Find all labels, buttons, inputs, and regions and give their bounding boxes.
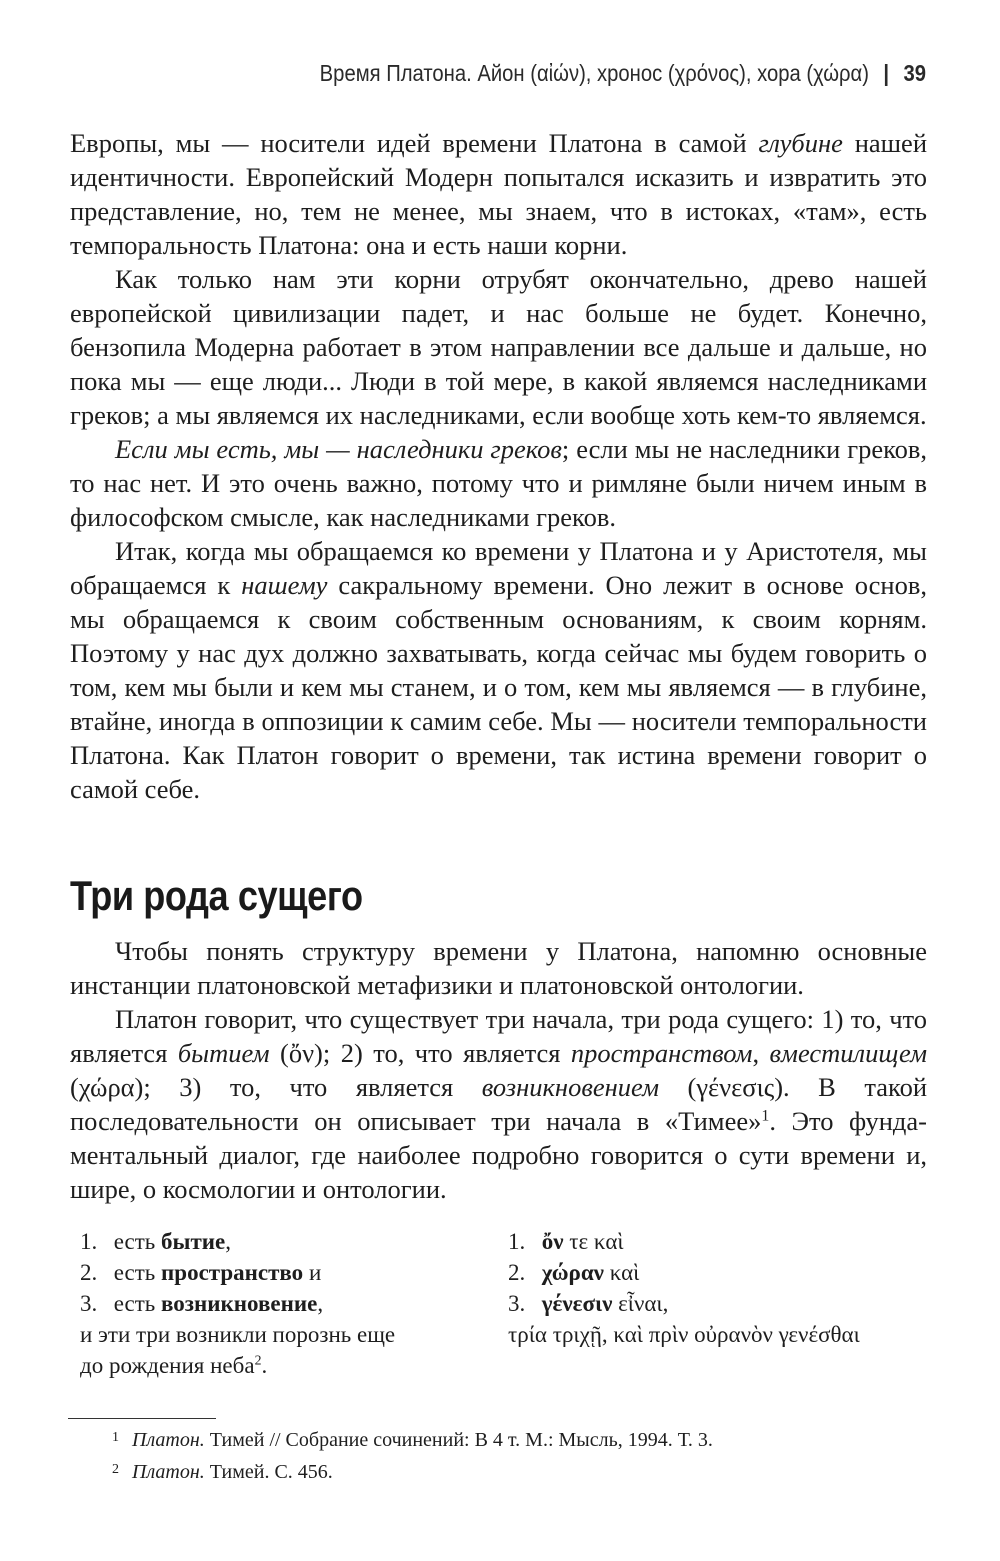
quote-tail: τρία τριχῇ, καὶ πρὶν οὐρανὸν γενέσθαι (508, 1322, 860, 1347)
list-item: 3. γένεσιν εἶναι, (508, 1291, 669, 1316)
body-text-top (70, 126, 927, 806)
paragraph (70, 432, 927, 534)
text-run: (ὄν); 2) то, что является (269, 1038, 571, 1068)
list-item: 2. χώραν καὶ (508, 1260, 640, 1285)
list-item: 1. есть бытие, (80, 1229, 231, 1254)
emphasis: Если мы есть, мы — наследники греков (115, 434, 562, 464)
text-run: сакральному времени. Оно лежит в основе основ, мы обращаемся к своим собственным основаниям, к своим корням. Поэтому у нас дух должно захватывать, когда сейчас мы будем говорить о том, кем мы были и кем мы станем, и о том, кем мы являемся — в глубине, втайне, иногда в оппозиции к самим себе. Мы — носители темпоральности Платона. Как Платон говорит о времени, так истина времени говорит о самой себе. (70, 570, 927, 804)
emphasis: пространством (570, 1038, 753, 1068)
footnote-rule (68, 1418, 216, 1419)
emphasis: глубине (758, 128, 843, 158)
paragraph (70, 934, 927, 1002)
running-title: Время Платона. Айон (αἰών), хронос (χρόνος), хора (χώρα) (319, 60, 869, 86)
greek-column (508, 1226, 928, 1350)
list-item: 1. ὄν τε καὶ (508, 1229, 624, 1254)
emphasis: бытием (177, 1038, 270, 1068)
emphasis: нашему (241, 570, 328, 600)
russian-column (80, 1226, 460, 1381)
text-run: Чтобы понять структуру времени у Платона, напомню основные инстанции платоновской метафизики и платоновской онтологии. (70, 936, 927, 1000)
quote-tail: и эти три возникли порознь еще (80, 1322, 396, 1347)
footnote-ref: 2 (254, 1352, 262, 1368)
text-run: Платон говорит, что существует три начала, три рода сущего: 1) то, что является (70, 1004, 927, 1068)
footnote: 1 Платон. Тимей // Собрание сочинений: В 4 т. М.: Мысль, 1994. Т. 3. (112, 1429, 713, 1451)
list-item: 2. есть пространство и (80, 1260, 322, 1285)
text-run: (χώρα); 3) то, что является (70, 1072, 482, 1102)
body-text-section (70, 934, 927, 1206)
text-run: ; если мы не наследники греков, то нас нет. И это очень важно, потому что и римляне были ничем иным в философском смысле, как наследниками греков. (70, 434, 927, 532)
list-item: 3. есть возникновение, (80, 1291, 324, 1316)
paragraph (70, 1002, 927, 1206)
footnotes (112, 1423, 713, 1487)
text-run: нашей идентичности. Европейский Модерн попытался исказить и извратить это представление, но, тем не менее, мы знаем, что в истоках, «там», есть темпоральность Платона: она и есть наши корни. (70, 128, 927, 260)
paragraph (70, 262, 927, 432)
footnote-ref: 1 (761, 1107, 770, 1125)
page-number: 39 (903, 60, 926, 86)
quote-tail: до рождения неба$^2$. (80, 1352, 268, 1378)
text-run: , (752, 1038, 770, 1068)
text-run: Итак, когда мы обращаемся ко времени у Платона и у Аристотеля, мы обращаемся к (70, 536, 927, 600)
section-heading: Три рода сущего (70, 872, 363, 919)
footnote: 2 Платон. Тимей. С. 456. (112, 1461, 333, 1483)
text-run: (γένεσις). В такой последовательности он описывает три начала в «Тимее» (70, 1072, 927, 1136)
header-separator: | (883, 60, 890, 86)
emphasis: вместилищем (769, 1038, 927, 1068)
emphasis: возникновением (481, 1072, 659, 1102)
paragraph (70, 126, 927, 262)
text-run: Европы, мы — носители идей времени Платона в самой (70, 128, 759, 158)
running-header (320, 60, 926, 87)
text-run: Как только нам эти корни отрубят окончательно, древо нашей европейской цивилизации падет, и нас больше не будет. Конечно, бензопила Модерна работает в этом направлении все дальше и дальше, но пока мы — еще люди... Люди в той мере, в какой являемся наследниками греков; а мы являемся их наследниками, если вообще хоть кем-то являемся. (70, 264, 927, 430)
text-run: . Это фундаментальный диалог, где наиболее подробно говорится о сути времени и, шире, о космологии и онтологии. (70, 1106, 927, 1204)
paragraph (70, 534, 927, 806)
